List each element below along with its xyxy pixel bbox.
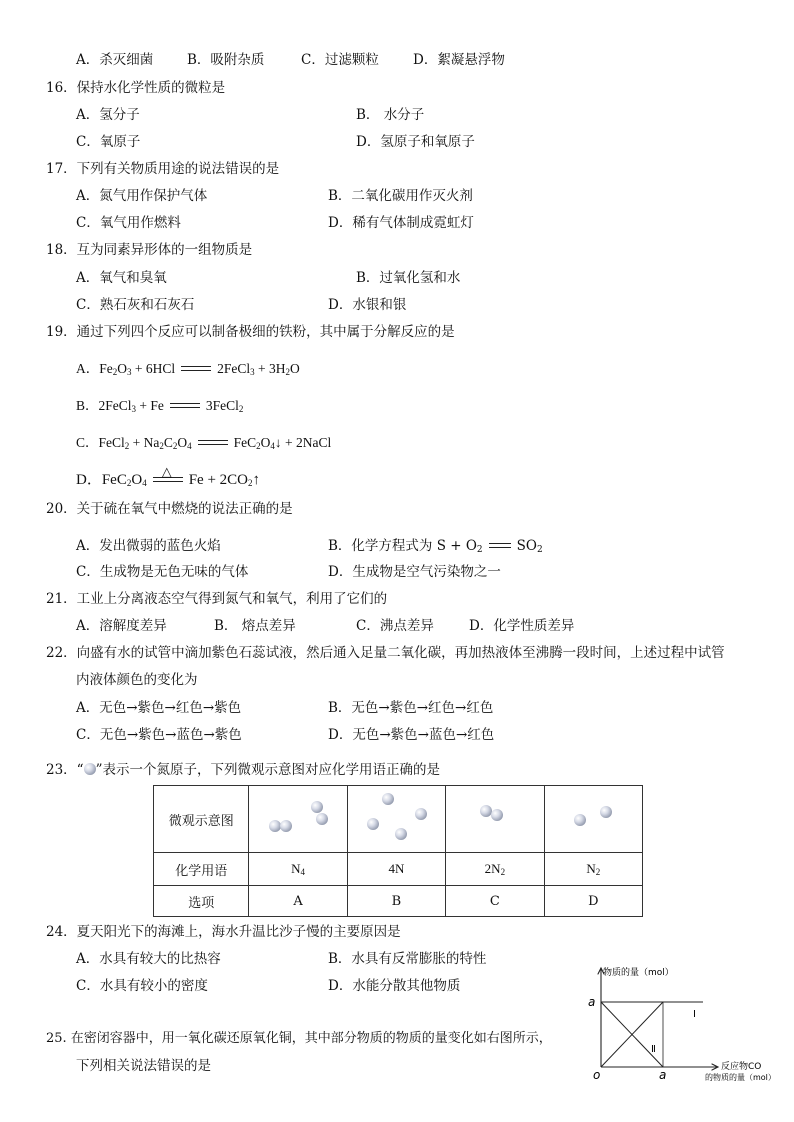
x-axis-label-1: 反应物CO: [721, 1062, 762, 1072]
q21-stem: 21．工业上分离液态空气得到氮气和氧气，利用了它们的: [46, 591, 388, 607]
line-ii-label: Ⅱ: [651, 1044, 656, 1055]
q24-option-a: A．水具有较大的比热容: [76, 951, 221, 967]
q24-option-b: B．水具有反常膨胀的特性: [328, 951, 487, 967]
row-label-option: 选项: [154, 886, 249, 917]
q20-option-b: B．化学方程式为 $S + O_2$ $SO_2$: [328, 538, 543, 555]
q20-option-c: C．生成物是无色无味的气体: [76, 564, 249, 580]
q16-stem: 16．保持水化学性质的微粒是: [46, 80, 226, 96]
q24-stem: 24．夏天阳光下的海滩上，海水升温比沙子慢的主要原因是: [46, 924, 401, 940]
q19-option-c: C．FeCl$_2$ + $Na_2C_2O_4$ $FeC_2O_4↓$ + 2NaCl: [76, 435, 332, 451]
q21-option-b: B． 熔点差异: [214, 618, 296, 634]
amount-graph: [585, 962, 790, 1087]
nitrogen-atom-icon: [84, 763, 96, 775]
row-label-formula: 化学用语: [154, 853, 249, 886]
q22-stem-line1: 22．向盛有水的试管中滴加紫色石蕊试液，然后通入足量二氧化碳，再加热液体至沸腾一段时间，上述过程中试管: [46, 645, 725, 661]
y-axis-label: 物质的量（mol）: [603, 968, 674, 978]
x-tick-a: a: [659, 1068, 667, 1082]
q20-option-a: A．发出微弱的蓝色火焰: [76, 538, 221, 554]
q19-option-b: B．2FeCl$_3$ + Fe 3FeCl$_2$: [76, 398, 244, 414]
q22-option-b: B．无色→紫色→红色→红色: [328, 700, 494, 716]
heat-symbol: △: [161, 463, 172, 479]
y-tick-a: a: [588, 995, 596, 1009]
q20-option-d: D．生成物是空气污染物之一: [328, 564, 501, 580]
formula-c: $2N_2$: [446, 853, 544, 886]
row-label-diagram: 微观示意图: [154, 786, 249, 853]
q22-option-a: A．无色→紫色→红色→紫色: [76, 700, 242, 716]
q16-option-a: A．氢分子: [76, 107, 140, 123]
q18-option-a: A．氧气和臭氧: [76, 270, 167, 286]
diagram-d: [544, 786, 642, 853]
q19-option-d: D．$FeC_2O_4$ △ $Fe + 2CO_2↑$: [76, 463, 260, 488]
q21-option-c: C．沸点差异: [356, 618, 434, 634]
micro-diagram-table: [153, 785, 643, 917]
q20-stem: 20．关于硫在氧气中燃烧的说法正确的是: [46, 501, 293, 517]
q18-option-c: C．熟石灰和石灰石: [76, 297, 195, 313]
q17-stem: 17．下列有关物质用途的说法错误的是: [46, 161, 280, 177]
diagram-a: [249, 786, 347, 853]
formula-b: 4N: [347, 853, 445, 886]
q25-stem-line2: 下列相关说法错误的是: [76, 1058, 211, 1074]
q23-stem: 23．“ ”表示一个氮原子，下列微观示意图对应化学用语正确的是: [46, 762, 440, 778]
q19-option-a: A．$Fe_2O_3 + 6HCl$ 2FeCl$_3$ + $3H_2O$: [76, 361, 300, 377]
diagram-c: [446, 786, 544, 853]
q15-option-a: A．杀灭细菌: [76, 52, 154, 68]
option-b-label: B: [347, 886, 445, 917]
line-i-label: Ⅰ: [693, 1009, 696, 1020]
q17-option-d: D．稀有气体制成霓虹灯: [328, 215, 474, 231]
formula-a: $N_4$: [249, 853, 347, 886]
q16-option-d: D．氢原子和氧原子: [356, 134, 475, 150]
diagram-b: [347, 786, 445, 853]
q24-option-d: D．水能分散其他物质: [328, 978, 461, 994]
q17-option-c: C．氧气用作燃料: [76, 215, 181, 231]
q21-option-a: A．溶解度差异: [76, 618, 167, 634]
q16-option-b: B． 水分子: [356, 107, 425, 123]
q15-option-b: B．吸附杂质: [187, 52, 265, 68]
q19-stem: 19．通过下列四个反应可以制备极细的铁粉，其中属于分解反应的是: [46, 324, 455, 340]
q16-option-c: C．氧原子: [76, 134, 141, 150]
q18-option-d: D．水银和银: [328, 297, 407, 313]
q22-stem-line2: 内液体颜色的变化为: [76, 672, 198, 688]
x-axis-label-2: 的物质的量（mol）: [705, 1073, 776, 1082]
q18-option-b: B．过氧化氢和水: [356, 270, 461, 286]
option-d-label: D: [544, 886, 642, 917]
q22-option-c: C．无色→紫色→蓝色→紫色: [76, 727, 242, 743]
option-a-label: A: [249, 886, 347, 917]
q17-option-a: A．氮气用作保护气体: [76, 188, 208, 204]
formula-d: $N_2$: [544, 853, 642, 886]
q15-option-d: D．絮凝悬浮物: [413, 52, 505, 68]
q18-stem: 18．互为同素异形体的一组物质是: [46, 242, 253, 258]
q24-option-c: C．水具有较小的密度: [76, 978, 208, 994]
q15-option-c: C．过滤颗粒: [301, 52, 379, 68]
origin-label: o: [593, 1068, 601, 1082]
option-c-label: C: [446, 886, 544, 917]
q21-option-d: D．化学性质差异: [469, 618, 575, 634]
q17-option-b: B．二氧化碳用作灭火剂: [328, 188, 473, 204]
q25-stem-line1: 25. 在密闭容器中，用一氧化碳还原氧化铜，其中部分物质的物质的量变化如右图所示，: [46, 1031, 552, 1046]
q22-option-d: D．无色→紫色→蓝色→红色: [328, 727, 495, 743]
